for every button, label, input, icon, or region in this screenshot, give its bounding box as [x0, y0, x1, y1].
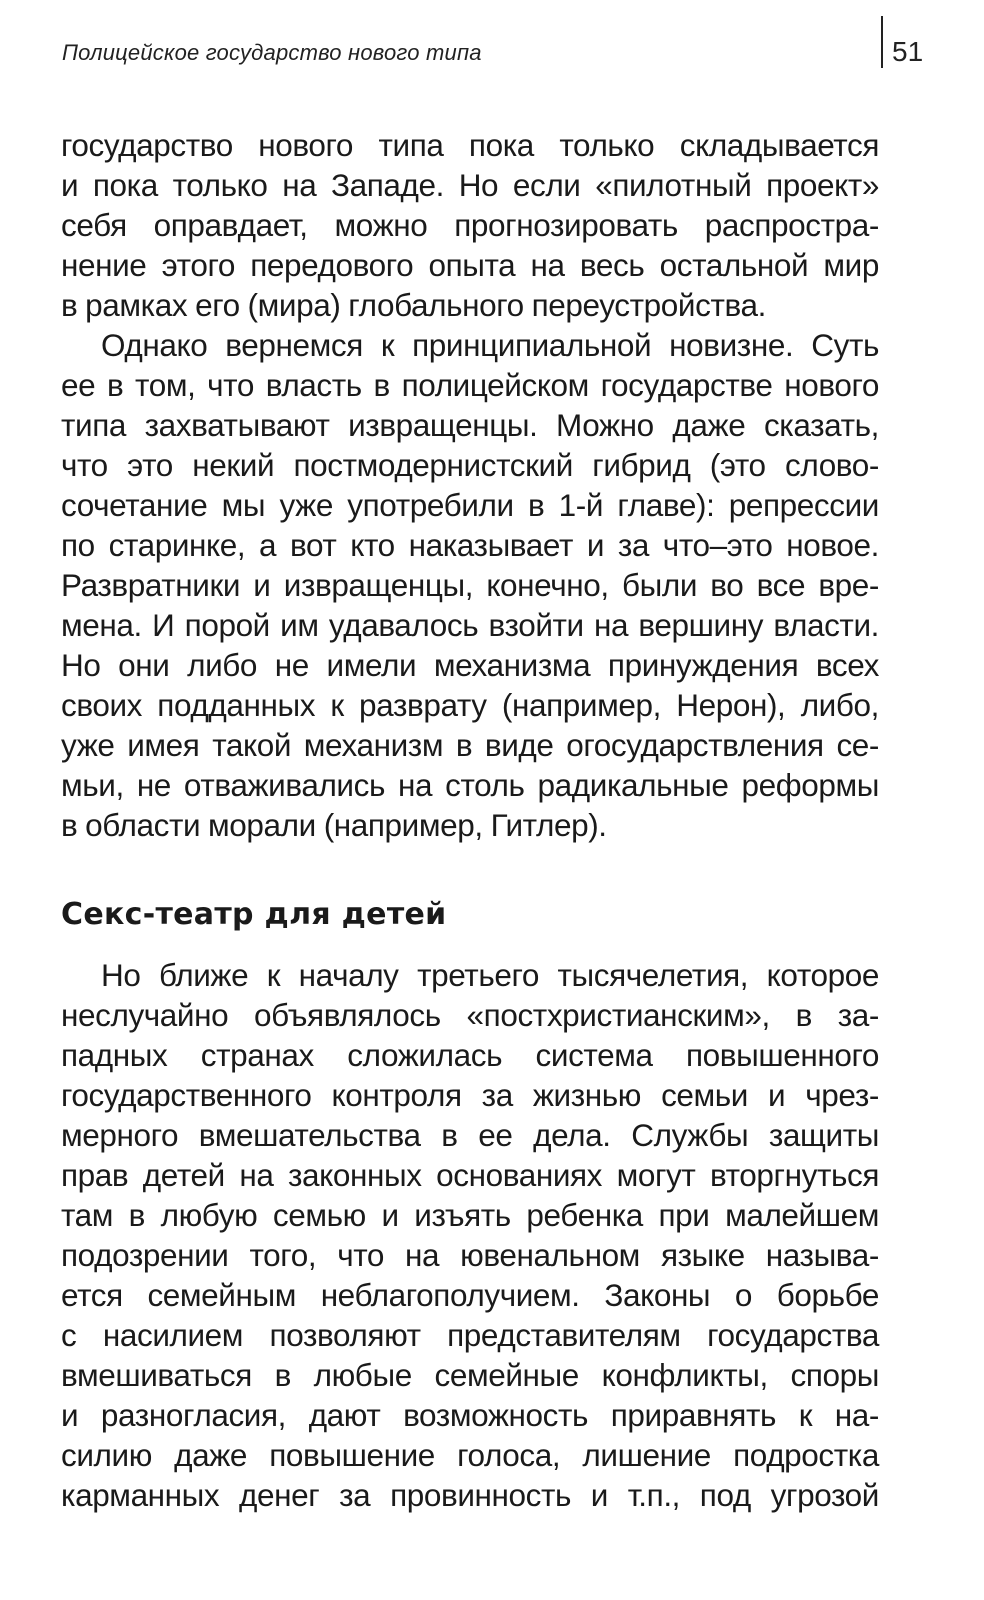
paragraph-1	[61, 125, 879, 325]
text-line: мерного вмешательства в ее дела. Службы защиты	[61, 1117, 879, 1153]
text-line: что это некий постмодернистский гибрид (это слово-	[61, 447, 879, 483]
page-number: 51	[892, 36, 924, 67]
text-line: государственного контроля за жизнью семьи и чрез-	[61, 1077, 879, 1113]
text-line: уже имея такой механизм в виде огосударствления се-	[61, 727, 879, 763]
text-line: своих подданных к разврату (например, Нерон), либо,	[61, 687, 879, 723]
text-line: Развратники и извращенцы, конечно, были во все вре-	[61, 567, 879, 603]
text-line: в рамках его (мира) глобального переустройства.	[61, 287, 766, 323]
text-line: карманных денег за провинность и т.п., под угрозой	[61, 1477, 879, 1513]
header-divider	[881, 16, 883, 68]
text-line: подозрении того, что на ювенальном языке называ-	[61, 1237, 879, 1273]
text-line: ется семейным неблагополучием. Законы о борьбе	[61, 1277, 879, 1313]
text-line: Но они либо не имели механизма принуждения всех	[61, 647, 879, 683]
text-line: по старинке, а вот кто наказывает и за что–это новое.	[61, 527, 879, 563]
text-line: и пока только на Западе. Но если «пилотный проект»	[61, 167, 879, 203]
text-line: падных странах сложилась система повышенного	[61, 1037, 879, 1073]
text-line: Однако вернемся к принципиальной новизне. Суть	[101, 327, 879, 363]
paragraph-2	[61, 325, 879, 845]
text-line: и разногласия, дают возможность приравнять к на-	[61, 1397, 879, 1433]
section-heading: Секс-театр для детей	[61, 897, 447, 932]
text-line: вмешиваться в любые семейные конфликты, споры	[61, 1357, 879, 1393]
text-line: мьи, не отваживались на столь радикальные реформы	[61, 767, 879, 803]
text-line: себя оправдает, можно прогнозировать распростра-	[61, 207, 879, 243]
text-line: нение этого передового опыта на весь остальной мир	[61, 247, 879, 283]
text-line: сочетание мы уже употребили в 1-й главе): репрессии	[61, 487, 879, 523]
text-line: силию даже повышение голоса, лишение подростка	[61, 1437, 879, 1473]
text-line: прав детей на законных основаниях могут вторгнуться	[61, 1157, 879, 1193]
text-line: государство нового типа пока только складывается	[61, 127, 879, 163]
text-line: типа захватывают извращенцы. Можно даже сказать,	[61, 407, 879, 443]
text-line: мена. И порой им удавалось взойти на вершину власти.	[61, 607, 879, 643]
running-head-title: Полицейское государство нового типа	[62, 40, 482, 65]
text-line: с насилием позволяют представителям государства	[61, 1317, 879, 1353]
text-line: Но ближе к началу третьего тысячелетия, которое	[101, 957, 879, 993]
text-line: неслучайно объявлялось «постхристианским», в за-	[61, 997, 879, 1033]
text-line: в области морали (например, Гитлер).	[61, 807, 607, 843]
text-line: там в любую семью и изъять ребенка при малейшем	[61, 1197, 879, 1233]
paragraph-3	[61, 955, 879, 1515]
text-line: ее в том, что власть в полицейском государстве нового	[61, 367, 879, 403]
